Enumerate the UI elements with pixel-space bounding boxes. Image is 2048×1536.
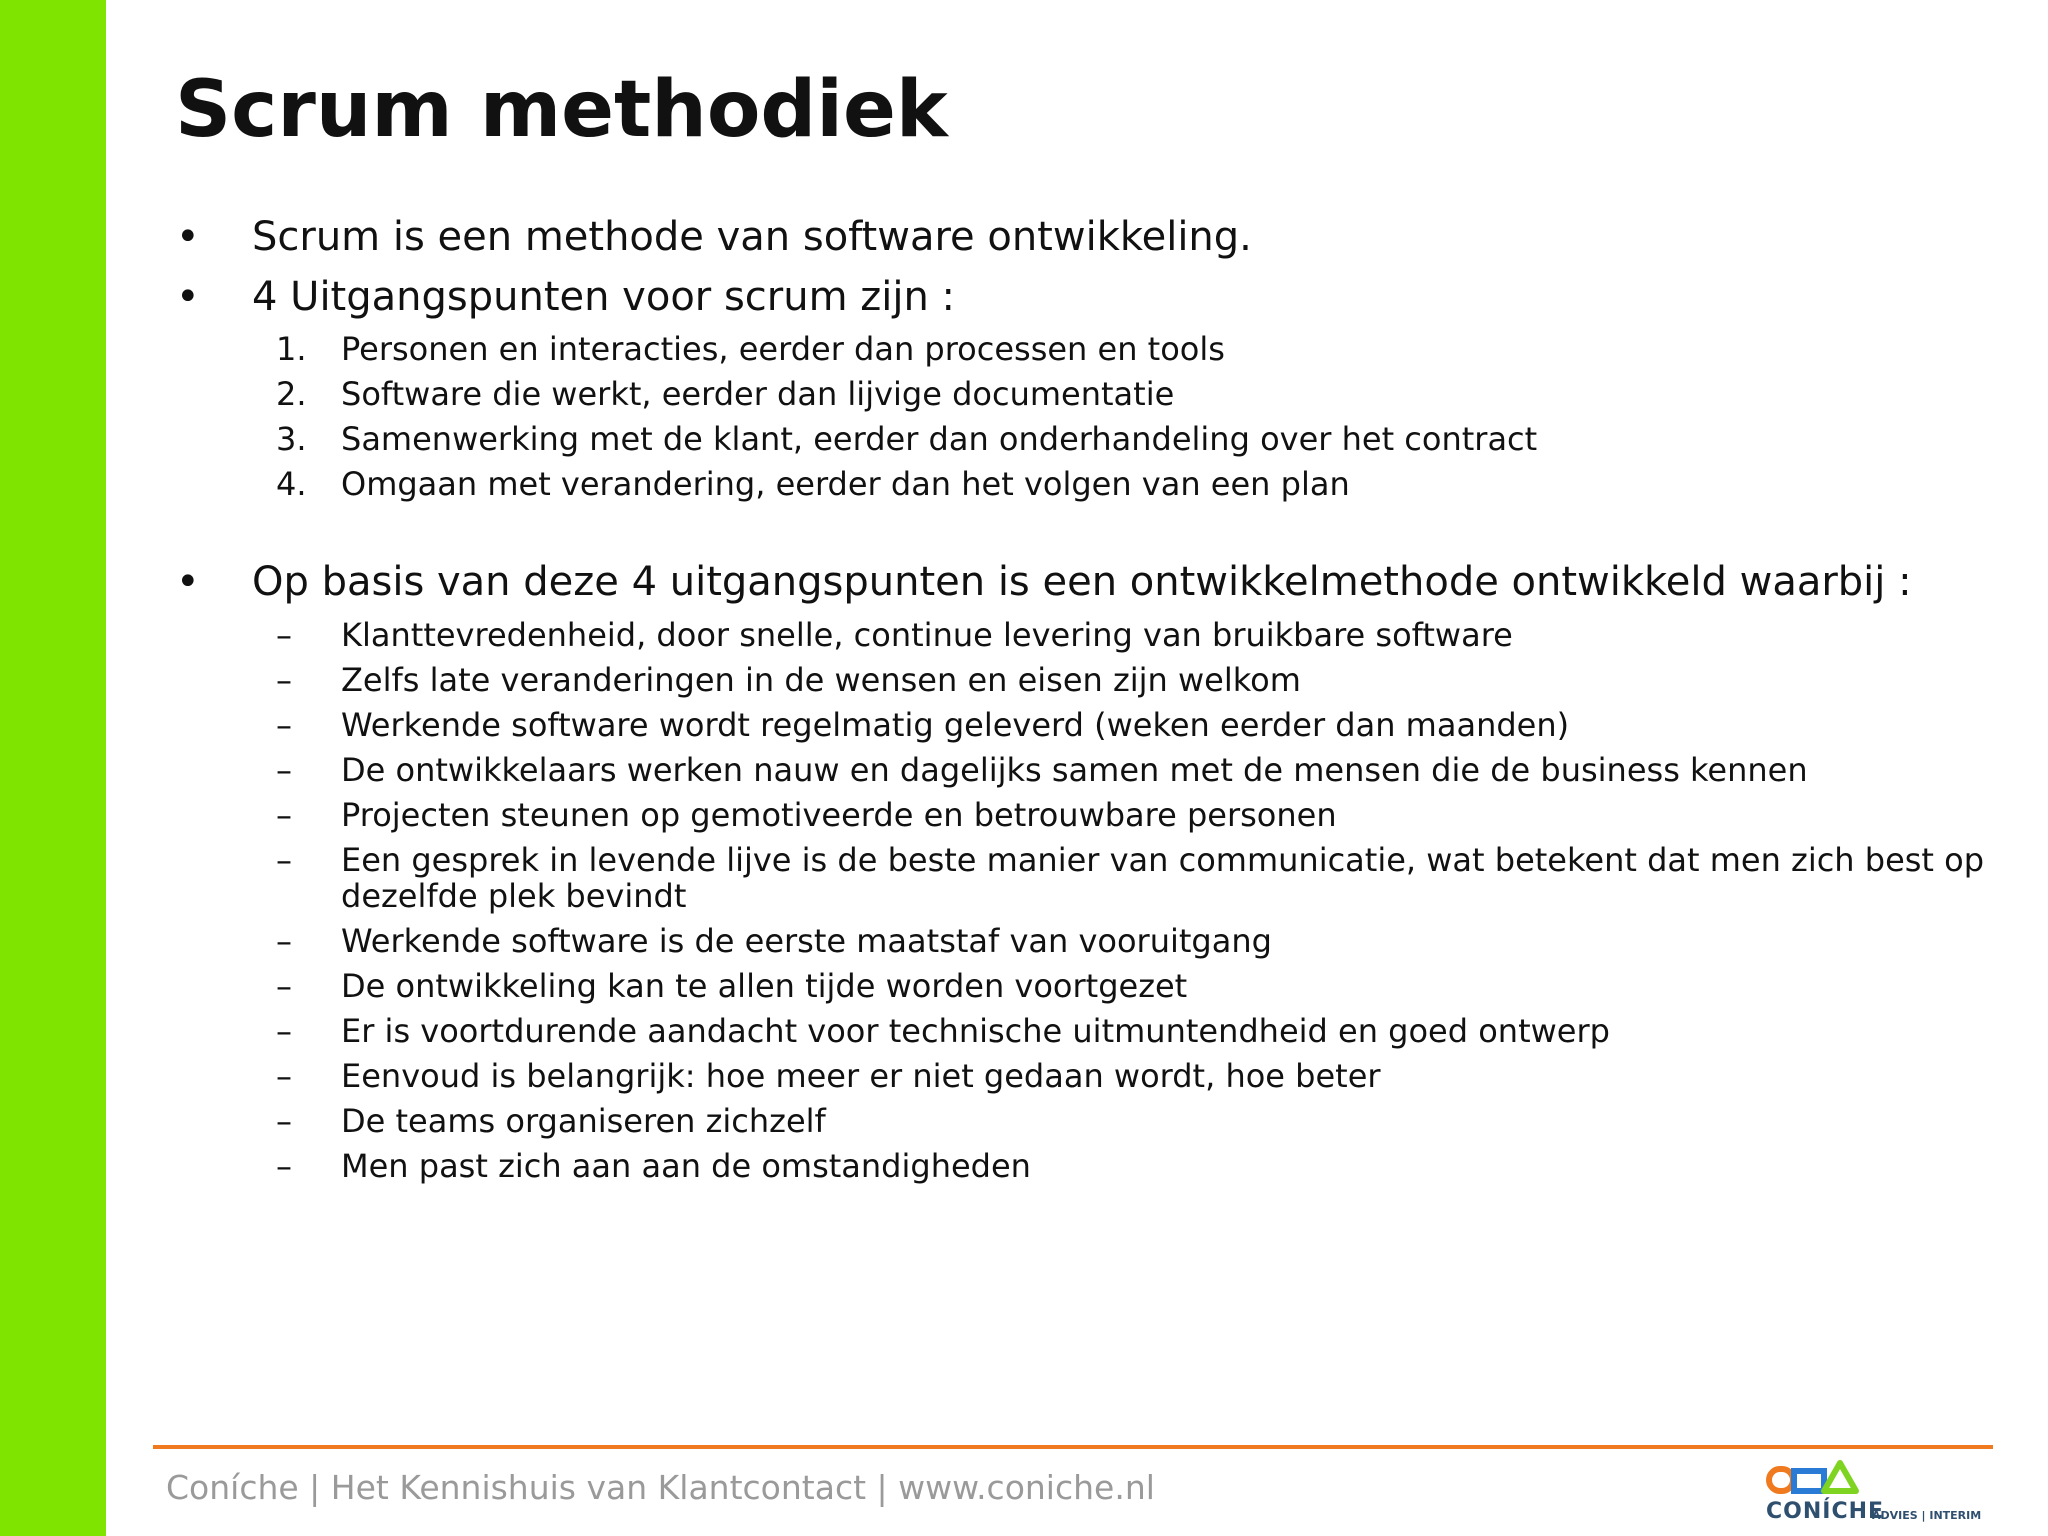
dash-mark: – bbox=[276, 616, 292, 654]
method-text: Een gesprek in levende lijve is de beste manier van communicatie, wat betekent dat men zich best op bbox=[341, 841, 1985, 879]
bullet-mark: • bbox=[176, 274, 200, 320]
list-number: 3. bbox=[276, 420, 307, 458]
method-text: Werkende software wordt regelmatig geleverd (weken eerder dan maanden) bbox=[341, 706, 1570, 744]
logo-tagline: ADVIES | INTERIM bbox=[1872, 1509, 1982, 1522]
list-number: 4. bbox=[276, 465, 307, 503]
dash-mark: – bbox=[276, 967, 292, 1005]
coniche-logo bbox=[1762, 1455, 1992, 1533]
dash-mark: – bbox=[276, 751, 292, 789]
method-text: Zelfs late veranderingen in de wensen en eisen zijn welkom bbox=[341, 661, 1301, 699]
method-text: dezelfde plek bevindt bbox=[341, 877, 687, 915]
bullet-mark: • bbox=[176, 559, 200, 605]
left-accent-bar bbox=[0, 0, 106, 1536]
bullet-text: Scrum is een methode van software ontwikkeling. bbox=[252, 214, 1252, 260]
bullet-mark: • bbox=[176, 214, 200, 260]
dash-mark: – bbox=[276, 661, 292, 699]
principle-text: Personen en interacties, eerder dan processen en tools bbox=[341, 330, 1225, 368]
bullet-text: 4 Uitgangspunten voor scrum zijn : bbox=[252, 274, 956, 320]
dash-mark: – bbox=[276, 1057, 292, 1095]
dash-mark: – bbox=[276, 706, 292, 744]
method-text: Klanttevredenheid, door snelle, continue levering van bruikbare software bbox=[341, 616, 1513, 654]
slide-title: Scrum methodiek bbox=[175, 65, 948, 155]
principle-text: Omgaan met verandering, eerder dan het volgen van een plan bbox=[341, 465, 1350, 503]
dash-mark: – bbox=[276, 1102, 292, 1140]
list-number: 2. bbox=[276, 375, 307, 413]
dash-mark: – bbox=[276, 1012, 292, 1050]
principle-text: Software die werkt, eerder dan lijvige documentatie bbox=[341, 375, 1175, 413]
bullet-text: Op basis van deze 4 uitgangspunten is een ontwikkelmethode ontwikkeld waarbij : bbox=[252, 559, 1912, 605]
principle-text: Samenwerking met de klant, eerder dan onderhandeling over het contract bbox=[341, 420, 1538, 458]
logo-wordmark: CONÍCHE bbox=[1766, 1499, 1885, 1524]
dash-mark: – bbox=[276, 841, 292, 879]
dash-mark: – bbox=[276, 796, 292, 834]
method-text: Men past zich aan aan de omstandigheden bbox=[341, 1147, 1031, 1185]
dash-mark: – bbox=[276, 1147, 292, 1185]
method-text: Werkende software is de eerste maatstaf van vooruitgang bbox=[341, 922, 1272, 960]
method-text: Er is voortdurende aandacht voor technische uitmuntendheid en goed ontwerp bbox=[341, 1012, 1610, 1050]
footer-divider bbox=[153, 1445, 1993, 1449]
dash-mark: – bbox=[276, 922, 292, 960]
method-text: Eenvoud is belangrijk: hoe meer er niet gedaan wordt, hoe beter bbox=[341, 1057, 1381, 1095]
method-text: Projecten steunen op gemotiveerde en betrouwbare personen bbox=[341, 796, 1337, 834]
coniche-logo-icon bbox=[1766, 1455, 1866, 1497]
list-number: 1. bbox=[276, 330, 307, 368]
footer-text: Coníche | Het Kennishuis van Klantcontact | www.coniche.nl bbox=[166, 1468, 1155, 1507]
method-text: De ontwikkeling kan te allen tijde worden voortgezet bbox=[341, 967, 1188, 1005]
method-text: De teams organiseren zichzelf bbox=[341, 1102, 826, 1140]
method-text: De ontwikkelaars werken nauw en dagelijks samen met de mensen die de business kennen bbox=[341, 751, 1808, 789]
